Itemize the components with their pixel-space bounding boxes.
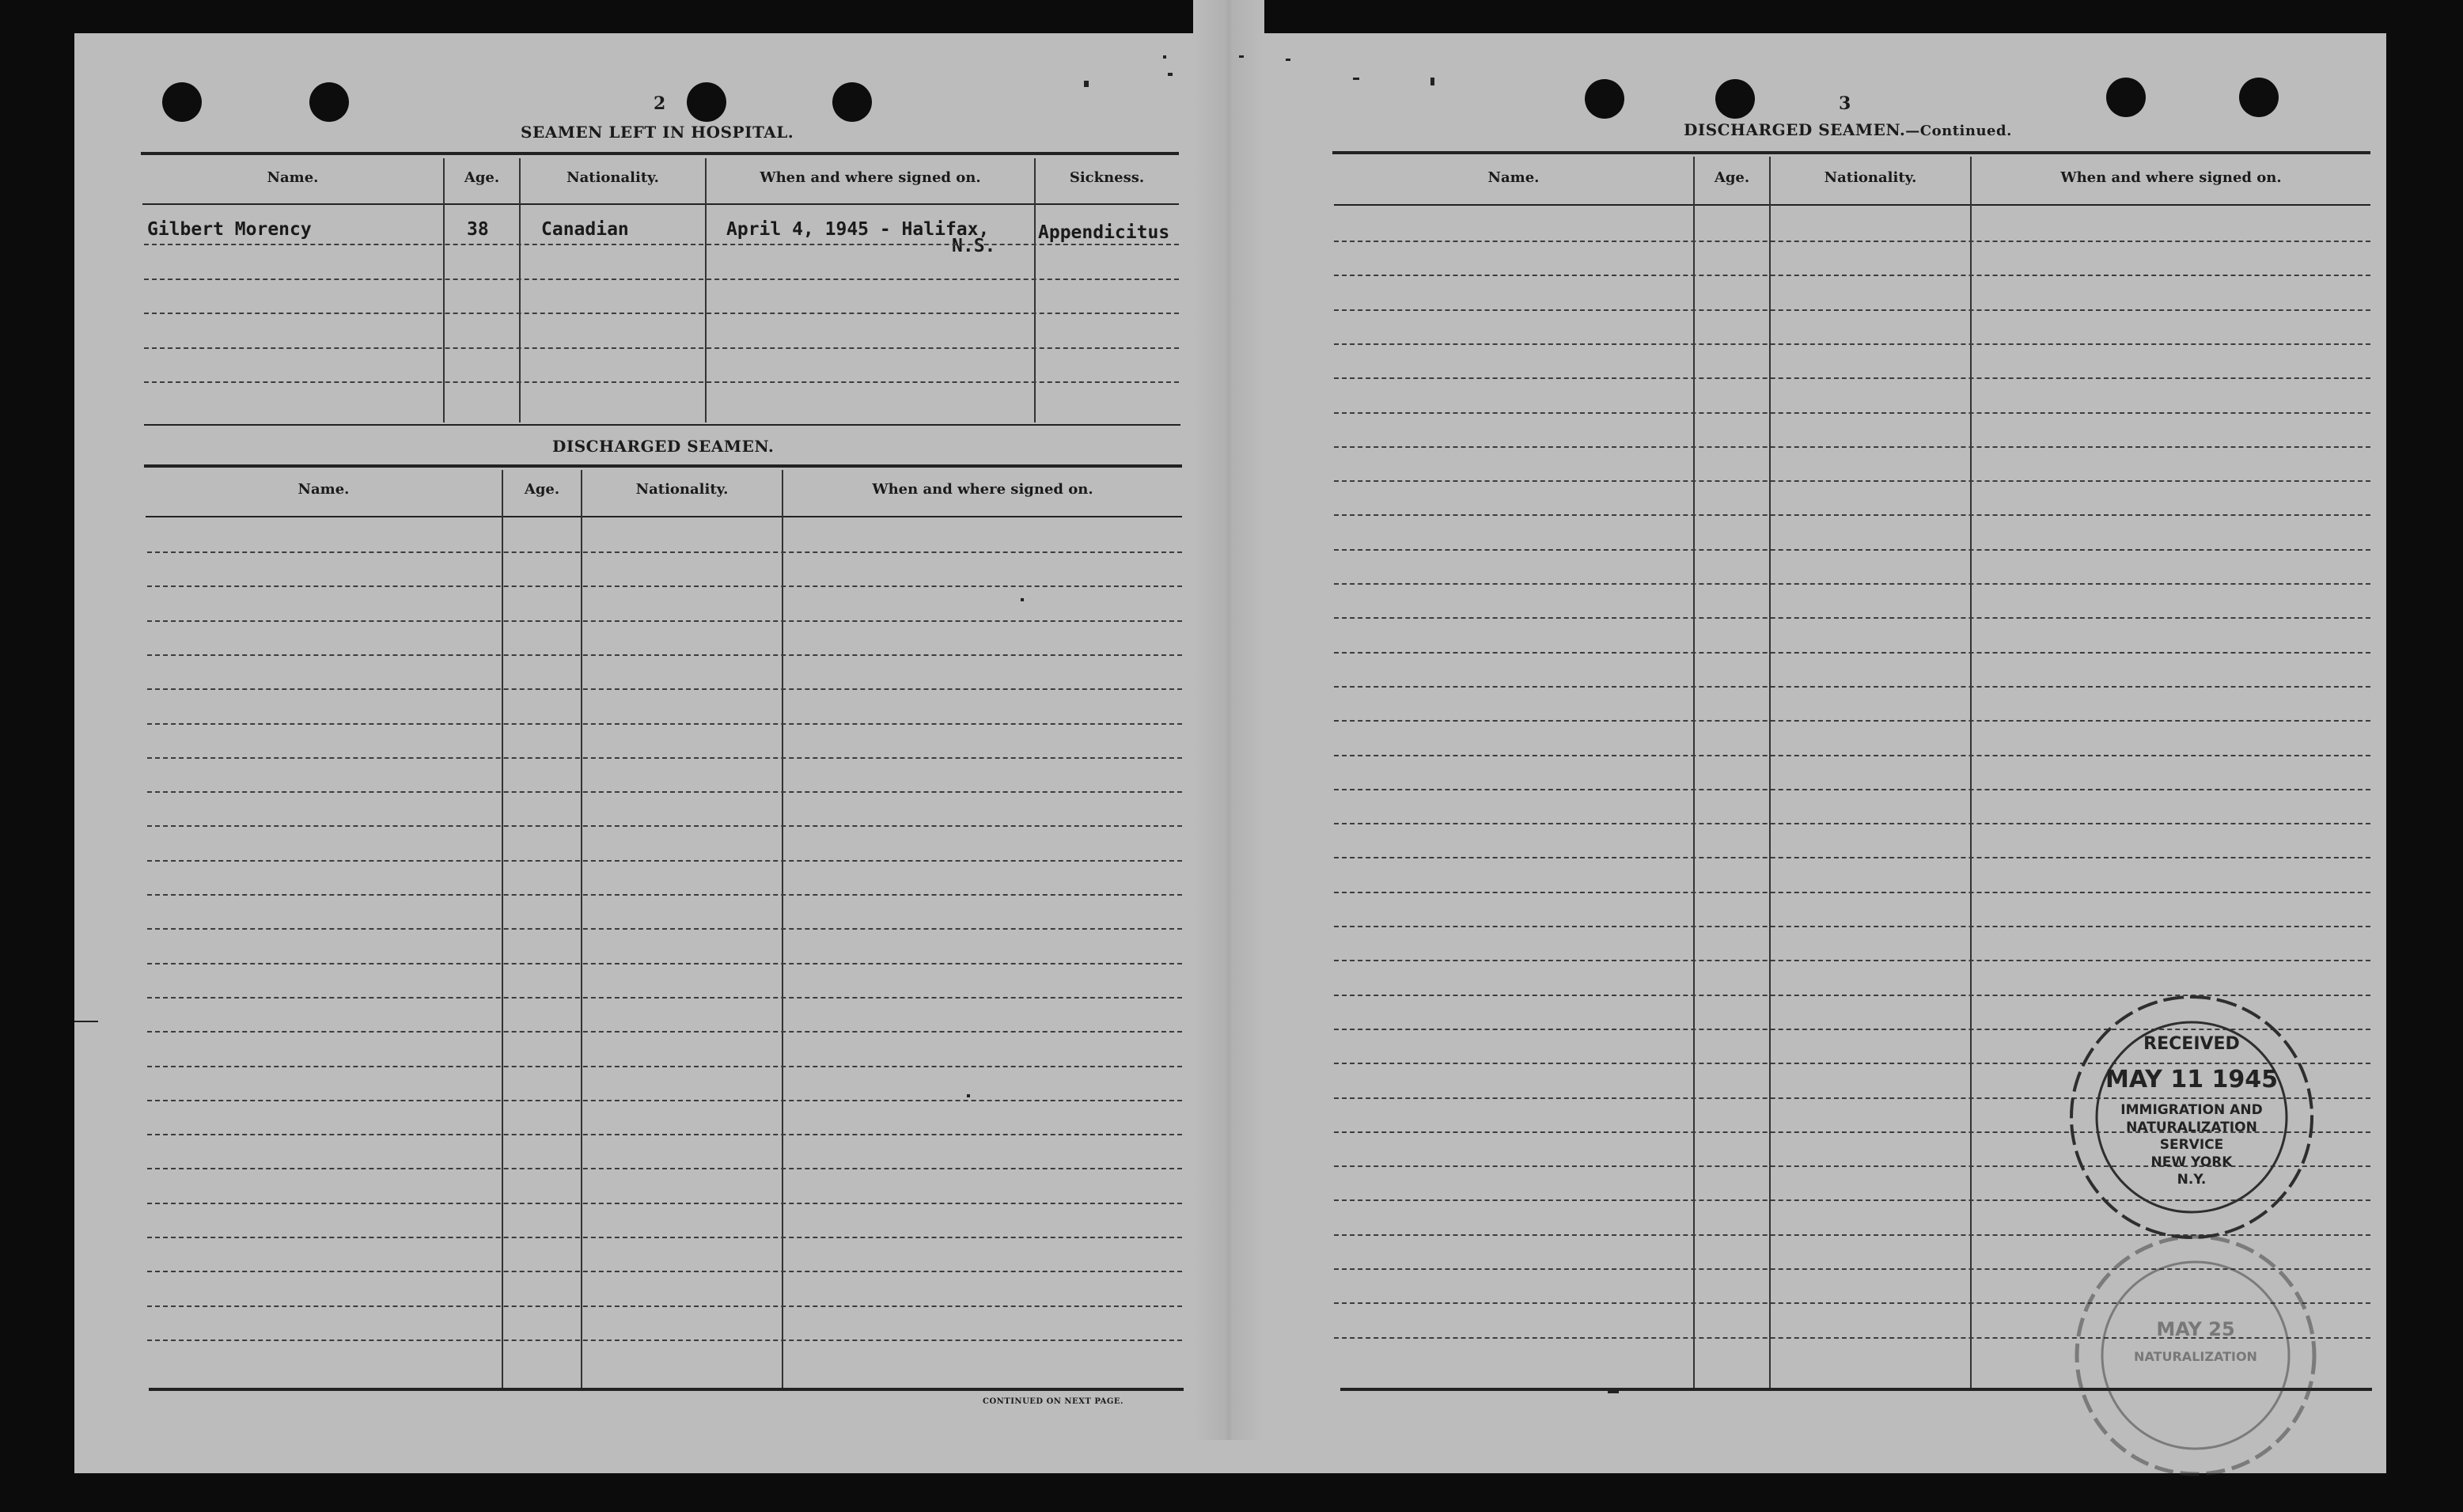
top-rule bbox=[1332, 151, 2370, 154]
ruled-line bbox=[1334, 549, 2370, 551]
ruled-line bbox=[1334, 377, 2370, 379]
ruled-line bbox=[1334, 652, 2370, 654]
stamp-agency-line: NATURALIZATION bbox=[2126, 1120, 2257, 1135]
ruled-line bbox=[1334, 583, 2370, 585]
seaman-name: Gilbert Morency bbox=[147, 219, 312, 240]
column-header-sickness: Sickness. bbox=[1069, 169, 1145, 186]
seaman-sickness: Appendicitus bbox=[1038, 222, 1170, 243]
ruled-line bbox=[147, 791, 1182, 793]
ruled-line bbox=[147, 1305, 1182, 1307]
ruled-line bbox=[144, 381, 1179, 383]
ruled-line bbox=[144, 279, 1179, 280]
discharged-top-rule bbox=[144, 464, 1182, 468]
ruled-line bbox=[1334, 343, 2370, 345]
ruled-line bbox=[147, 1271, 1182, 1272]
ruled-line bbox=[1334, 892, 2370, 893]
ruled-line bbox=[1334, 755, 2370, 756]
ruled-line bbox=[147, 1340, 1182, 1341]
ruled-line bbox=[147, 1100, 1182, 1101]
ruled-line bbox=[1334, 720, 2370, 722]
ruled-line bbox=[1334, 514, 2370, 516]
speck bbox=[1168, 73, 1173, 76]
speck bbox=[1430, 78, 1434, 85]
punch-hole bbox=[832, 82, 872, 122]
received-stamp bbox=[2057, 983, 2326, 1252]
ruled-line bbox=[147, 585, 1182, 587]
speck bbox=[1021, 598, 1024, 601]
punch-hole bbox=[162, 82, 202, 122]
punch-hole bbox=[2106, 78, 2146, 117]
column-header-nationality: Nationality. bbox=[566, 169, 659, 186]
stamp-agency-line: IMMIGRATION AND bbox=[2120, 1102, 2263, 1118]
ruled-line bbox=[147, 757, 1182, 759]
speck bbox=[1163, 55, 1166, 59]
stamp-city-line: NEW YORK bbox=[2150, 1154, 2233, 1170]
speck bbox=[967, 1094, 970, 1097]
column-header-nationality: Nationality. bbox=[635, 481, 729, 498]
punch-hole bbox=[2239, 78, 2279, 117]
ruled-line bbox=[1334, 686, 2370, 688]
ruled-line bbox=[147, 1066, 1182, 1067]
ruled-line bbox=[1334, 960, 2370, 961]
discharged-continued-title-text: DISCHARGED SEAMEN. bbox=[1684, 120, 1906, 139]
ruled-line bbox=[147, 1203, 1182, 1204]
seaman-signed-on: April 4, 1945 - Halifax, bbox=[726, 219, 990, 240]
ruled-line bbox=[144, 347, 1179, 349]
speck bbox=[1239, 55, 1244, 58]
header-rule bbox=[1334, 204, 2370, 206]
column-header-nationality: Nationality. bbox=[1824, 169, 1917, 186]
page-number: 2 bbox=[654, 93, 666, 114]
ruled-line bbox=[147, 1168, 1182, 1169]
ruled-line bbox=[147, 928, 1182, 930]
seaman-age: 38 bbox=[467, 219, 489, 240]
stamp-date-line: MAY 25 bbox=[2156, 1318, 2235, 1340]
stamp-state-line: N.Y. bbox=[2177, 1172, 2207, 1188]
stamp-received-line: RECEIVED bbox=[2143, 1034, 2240, 1054]
header-rule bbox=[142, 203, 1179, 205]
continued-suffix: —Continued. bbox=[1905, 123, 2012, 139]
ruled-line bbox=[147, 963, 1182, 964]
ruled-line bbox=[1334, 480, 2370, 482]
ruled-line bbox=[147, 894, 1182, 896]
punch-hole bbox=[687, 82, 726, 122]
column-header-signed-on: When and where signed on. bbox=[760, 169, 981, 186]
seaman-signed-on-continued: N.S. bbox=[952, 236, 996, 256]
column-header-age: Age. bbox=[524, 481, 560, 498]
column-header-name: Name. bbox=[297, 481, 350, 498]
column-header-age: Age. bbox=[464, 169, 500, 186]
ruled-line bbox=[147, 1031, 1182, 1033]
ruled-line bbox=[147, 723, 1182, 725]
column-header-signed-on: When and where signed on. bbox=[2060, 169, 2282, 186]
ruled-line bbox=[147, 551, 1182, 553]
ruled-line bbox=[147, 1237, 1182, 1238]
discharged-continued-title bbox=[1684, 120, 2012, 139]
speck bbox=[1286, 59, 1290, 61]
top-rule bbox=[141, 152, 1179, 155]
speck bbox=[1353, 78, 1359, 80]
column-header-age: Age. bbox=[1714, 169, 1750, 186]
ruled-line bbox=[147, 688, 1182, 690]
ruled-line bbox=[1334, 275, 2370, 276]
faint-received-stamp bbox=[2065, 1225, 2326, 1486]
column-header-signed-on: When and where signed on. bbox=[872, 481, 1093, 498]
column-divider bbox=[1693, 157, 1695, 1388]
ruled-line bbox=[1334, 241, 2370, 242]
column-header-name: Name. bbox=[1487, 169, 1540, 186]
ruled-line bbox=[1334, 926, 2370, 927]
ruled-line bbox=[147, 654, 1182, 656]
stamp-agency-line: SERVICE bbox=[2159, 1137, 2224, 1153]
ruled-line bbox=[144, 244, 1179, 245]
ruled-line bbox=[1334, 823, 2370, 824]
column-header-name: Name. bbox=[267, 169, 319, 186]
section-bottom-rule bbox=[144, 424, 1180, 426]
punch-hole bbox=[1715, 79, 1755, 119]
punch-hole bbox=[309, 82, 349, 122]
ruled-line bbox=[1334, 446, 2370, 448]
ruled-line bbox=[144, 313, 1179, 314]
ruled-line bbox=[147, 1134, 1182, 1135]
ruled-line bbox=[147, 620, 1182, 622]
ruled-line bbox=[1334, 857, 2370, 858]
speck bbox=[1608, 1391, 1619, 1393]
discharged-section-title: DISCHARGED SEAMEN. bbox=[552, 437, 775, 456]
speck bbox=[74, 1021, 98, 1022]
ruled-line bbox=[1334, 309, 2370, 311]
ruled-line bbox=[147, 825, 1182, 827]
punch-hole bbox=[1585, 79, 1624, 119]
seaman-nationality: Canadian bbox=[541, 219, 629, 240]
stamp-date-line: MAY 11 1945 bbox=[2105, 1066, 2279, 1093]
ruled-line bbox=[147, 997, 1182, 999]
discharged-bottom-rule bbox=[149, 1388, 1184, 1391]
ruled-line bbox=[1334, 617, 2370, 619]
ruled-line bbox=[147, 860, 1182, 862]
discharged-header-rule bbox=[146, 516, 1182, 517]
ruled-line bbox=[1334, 789, 2370, 790]
page-fold bbox=[1193, 0, 1264, 1440]
column-divider bbox=[1769, 157, 1771, 1388]
page-number: 3 bbox=[1839, 93, 1851, 114]
hospital-section-title: SEAMEN LEFT IN HOSPITAL. bbox=[521, 123, 794, 142]
ruled-line bbox=[1334, 412, 2370, 414]
continued-note: CONTINUED ON NEXT PAGE. bbox=[983, 1397, 1124, 1406]
stamp-agency-line: NATURALIZATION bbox=[2134, 1349, 2257, 1364]
speck bbox=[1084, 81, 1089, 87]
column-divider bbox=[1970, 157, 1972, 1388]
